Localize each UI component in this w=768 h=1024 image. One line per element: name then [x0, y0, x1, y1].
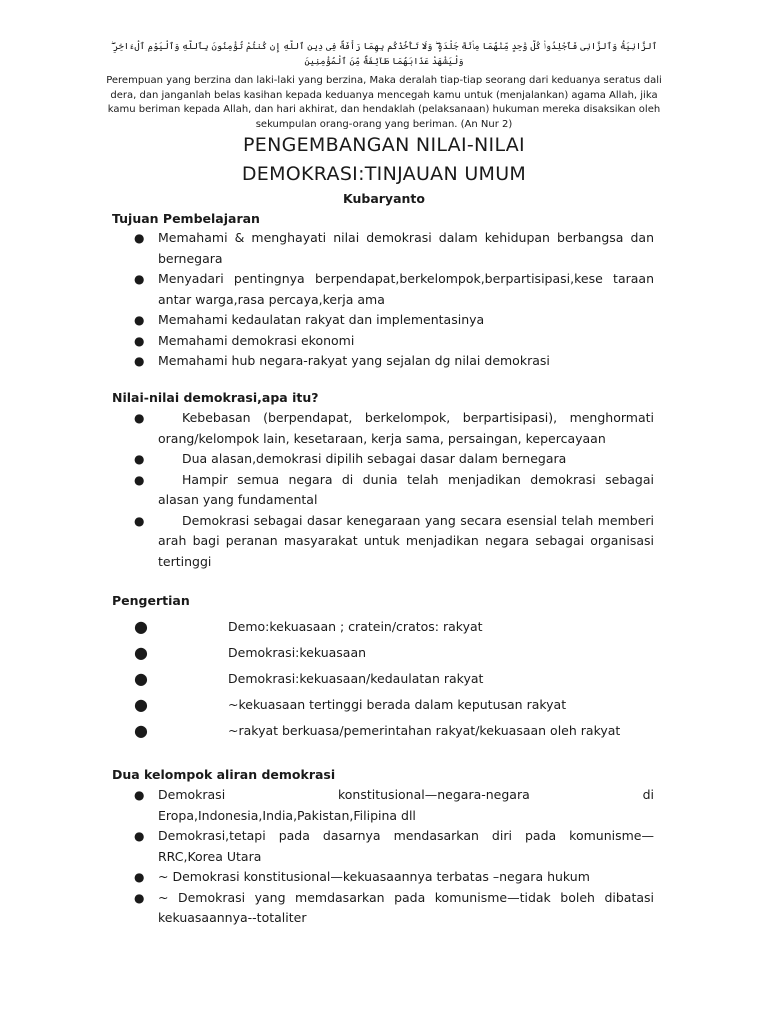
heading-pengertian: Pengertian — [112, 593, 190, 608]
bullet-icon: ● — [134, 513, 145, 528]
bullet-icon: ● — [134, 333, 145, 348]
list-item: ● Demo:kekuasaan ; cratein/cratos: rakyat — [134, 614, 654, 640]
list-item: ● Memahami & menghayati nilai demokrasi dalam kehidupan berbangsa dan bernegara — [134, 230, 654, 266]
list-item: ● Menyadari pentingnya berpendapat,berkelompok,berpartisipasi,kese taraan antar warga,rasa percaya,kerja ama — [134, 271, 654, 307]
bullet-icon: ● — [134, 829, 145, 843]
list-item: ● Demokrasi:kekuasaan — [134, 640, 654, 666]
bullet-icon: ● — [134, 452, 145, 466]
bullet-icon: ● — [134, 721, 148, 740]
bullet-icon: ● — [134, 695, 148, 714]
list-item: ● Dua alasan,demokrasi dipilih sebagai dasar dalam bernegara — [134, 449, 654, 470]
heading-aliran: Dua kelompok aliran demokrasi — [112, 767, 336, 782]
list-item: ● ~ Demokrasi yang memdasarkan pada komunisme—tidak boleh dibatasi kekuasaannya--totaliter — [134, 889, 654, 925]
list-item: ● Demokrasi,tetapi pada dasarnya mendasarkan diri pada komunisme—RRC,Korea Utara — [134, 828, 654, 864]
author-name: Kubaryanto — [343, 191, 425, 206]
bullet-icon: ● — [134, 313, 145, 327]
list-item: ● ~rakyat berkuasa/pemerintahan rakyat/kekuasaan oleh rakyat — [134, 718, 654, 744]
bullet-icon: ● — [134, 669, 148, 688]
document-title-line-2: DEMOKRASI:TINJAUAN UMUM — [241, 163, 527, 185]
list-item: ● Demokrasi sebagai dasar kenegaraan yang secara esensial telah memberi arah bagi peranan masyarakat untuk menjadikan negara sebagai organisasi tertinggi — [134, 512, 654, 569]
bullet-icon: ● — [134, 788, 145, 802]
bullet-icon: ● — [134, 411, 145, 425]
list-item: ● ~kekuasaan tertinggi berada dalam keputusan rakyat — [134, 692, 654, 718]
bullet-icon: ● — [134, 272, 145, 286]
list-item: ● Memahami demokrasi ekonomi — [134, 331, 654, 352]
verse-translation: Perempuan yang berzina dan laki-laki yang berzina, Maka deralah tiap-tiap seorang dari keduanya seratus dali dera, dan janganlah belas kasihan kepada keduanya mencegah kamu untuk (menjalankan) agama Allah, jika kamu beriman kepada Allah, dan hari akhirat, dan hendaklah (pelaksanaan) hukuman mereka disaksikan oleh sekumpulan orang-orang yang beriman. (An Nur 2) — [106, 75, 662, 130]
list-item: ● ~ Demokrasi konstitusional—kekuasaannya terbatas –negara hukum — [134, 867, 654, 888]
bullet-icon: ● — [134, 231, 145, 245]
heading-nilai: Nilai-nilai demokrasi,apa itu? — [112, 390, 319, 405]
bullet-icon: ● — [134, 617, 148, 636]
list-item: ● Memahami hub negara-rakyat yang sejalan dg nilai demokrasi — [134, 351, 654, 372]
list-pengertian — [134, 614, 654, 744]
bullet-icon: ● — [134, 354, 145, 368]
list-item: ● Kebebasan (berpendapat, berkelompok, berpartisipasi), menghormati orang/kelompok lain, kesetaraan, kerja sama, persaingan, kepercayaan — [134, 410, 654, 446]
heading-tujuan: Tujuan Pembelajaran — [112, 211, 260, 226]
list-nilai — [134, 408, 654, 572]
arabic-verse: ٱلزَّانِيَةُ وَٱلزَّانِى فَٱجْلِدُوا۟ كُلَّ وَٰحِدٍ مِّنْهُمَا مِا۟ئَةَ جَلْدَةٍ ۖ وَلَا تَأْخُذْكُم بِهِمَا رَأْفَةٌ فِى دِينِ ٱللَّهِ إِن كُنتُمْ تُؤْمِنُونَ بِٱللَّهِ وَٱلْيَوْمِ ٱلْءَاخِرِ ۖ وَلْيَشْهَدْ عَذَابَهُمَا طَآئِفَةٌ مِّنَ ٱلْمُؤْمِنِينَ — [111, 42, 657, 67]
bullet-icon: ● — [134, 472, 145, 487]
bullet-icon: ● — [134, 890, 145, 905]
bullet-icon: ● — [134, 870, 145, 884]
list-item: ● Demokrasi konstitusional—negara-negara di Eropa,Indonesia,India,Pakistan,Filipina dll — [134, 787, 654, 823]
document-title-line-1: PENGEMBANGAN NILAI-NILAI — [243, 134, 525, 156]
list-aliran — [134, 785, 654, 929]
list-item: ● Demokrasi:kekuasaan/kedaulatan rakyat — [134, 666, 654, 692]
list-tujuan — [134, 228, 654, 372]
list-item: ● Memahami kedaulatan rakyat dan implementasinya — [134, 310, 654, 331]
list-item: ● Hampir semua negara di dunia telah menjadikan demokrasi sebagai alasan yang fundamental — [134, 471, 654, 507]
bullet-icon: ● — [134, 643, 148, 662]
